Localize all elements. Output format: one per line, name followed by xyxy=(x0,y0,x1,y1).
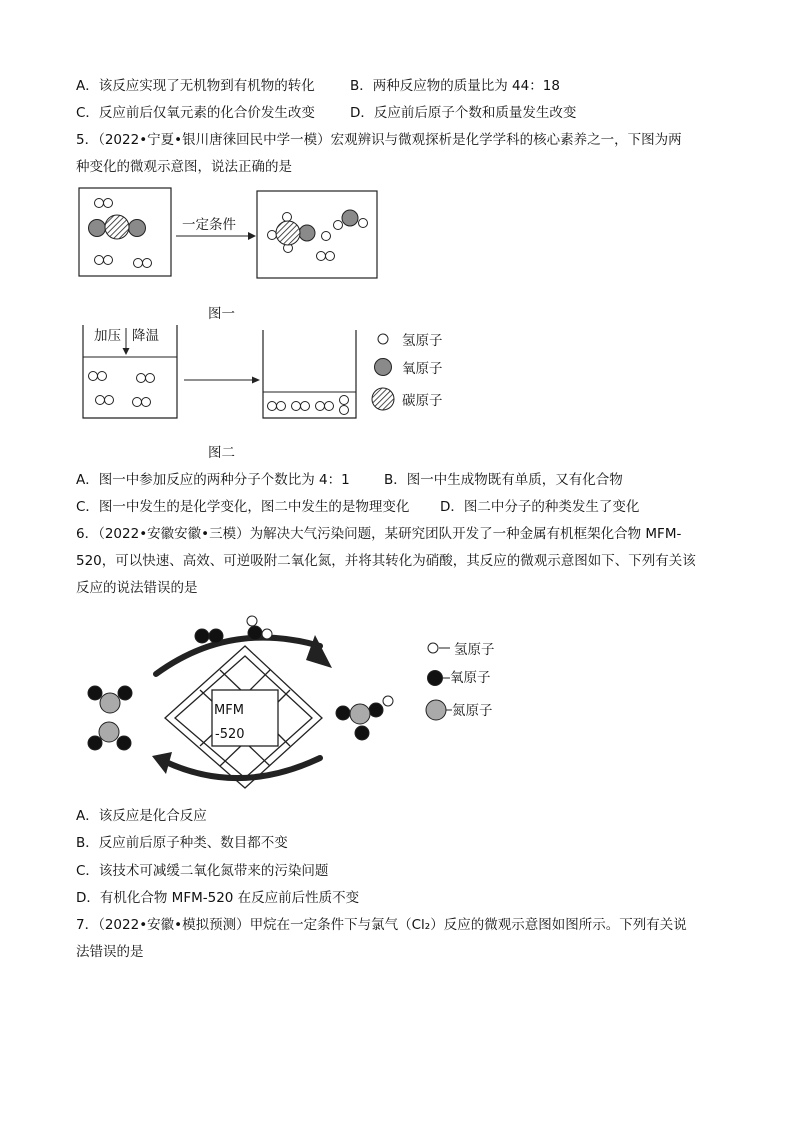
fig1-co2-molecule xyxy=(89,215,146,239)
bottom-curved-arrow xyxy=(166,758,320,778)
q6-stem-line-3: 反应的说法错误的是 xyxy=(76,580,198,596)
q6-legend xyxy=(426,642,495,720)
fig1-water-molecule xyxy=(334,210,368,230)
legend-hydrogen-label: 氢原子 xyxy=(402,333,443,349)
q6-stem-line-2: 520，可以快速、高效、可逆吸附二氧化氮，并将其转化为硝酸，其反应的微观示意图如下、下列有关该 xyxy=(76,553,696,569)
q5-option-b: B．图一中生成物既有单质，又有化合物 xyxy=(384,472,623,488)
q4-option-c: C．反应前后仅氧元素的化合价发生改变 xyxy=(76,105,315,121)
legend-nitrogen-icon xyxy=(426,700,446,720)
q5-legend xyxy=(372,333,443,410)
legend-carbon-label: 碳原子 xyxy=(402,393,443,409)
legend-nitrogen-label: 氮原子 xyxy=(452,703,493,719)
q5-figure-2-caption: 图二 xyxy=(208,445,235,461)
legend-hydrogen-label: 氢原子 xyxy=(454,642,495,658)
legend-carbon-icon xyxy=(372,388,394,410)
q5-figure-2 xyxy=(76,320,466,425)
fig1-h2-molecule xyxy=(95,256,152,268)
fig1-ch4o-molecule xyxy=(268,213,316,253)
framework-label-1: MFM xyxy=(214,703,244,718)
q5-stem-line-2: 种变化的微观示意图，说法正确的是 xyxy=(76,159,292,175)
q6-option-b: B．反应前后原子种类、数目都不变 xyxy=(76,835,288,851)
framework-label-2: -520 xyxy=(215,727,245,742)
legend-hydrogen-icon xyxy=(378,334,388,344)
legend-oxygen-label: 氧原子 xyxy=(402,361,443,377)
fig1-h2-molecule xyxy=(95,199,113,208)
o2-molecule xyxy=(195,629,223,643)
q6-figure xyxy=(80,608,530,793)
fig1-h2-molecule xyxy=(317,232,335,261)
legend-oxygen-icon xyxy=(428,671,443,686)
fig1-arrow-label: 一定条件 xyxy=(182,217,236,233)
legend-hydrogen-icon xyxy=(428,643,438,653)
q5-stem-line-1: 5．（2022•宁夏•银川唐徕回民中学一模）宏观辨识与微观探析是化学学科的核心素养之一，下图为两 xyxy=(76,132,682,148)
q5-option-a: A．图一中参加反应的两种分子个数比为 4：1 xyxy=(76,472,350,488)
water-molecule xyxy=(247,616,272,640)
fig2-liquid-molecules xyxy=(268,396,349,415)
top-curved-arrow xyxy=(156,638,320,674)
hno3-molecule xyxy=(336,696,393,740)
q6-option-c: C．该技术可减缓二氧化氮带来的污染问题 xyxy=(76,863,329,879)
fig2-pressure-label: 加压 xyxy=(94,328,121,344)
legend-oxygen-label: 氧原子 xyxy=(450,670,491,686)
q6-option-d: D．有机化合物 MFM-520 在反应前后性质不变 xyxy=(76,890,360,906)
q7-stem-line-1: 7．（2022•安徽•模拟预测）甲烷在一定条件下与氯气（Cl₂）反应的微观示意图如图所示。下列有关说 xyxy=(76,917,687,933)
q6-stem-line-1: 6．（2022•安徽安徽•三模）为解决大气污染问题，某研究团队开发了一种金属有机框架化合物 MFM- xyxy=(76,526,682,542)
q4-option-d: D．反应前后原子个数和质量发生改变 xyxy=(350,105,577,121)
q5-option-d: D．图二中分子的种类发生了变化 xyxy=(440,499,640,515)
q4-option-a: A．该反应实现了无机物到有机物的转化 xyxy=(76,78,315,94)
q5-figure-1-caption: 图一 xyxy=(208,306,235,322)
q5-option-c: C．图一中发生的是化学变化，图二中发生的是物理变化 xyxy=(76,499,410,515)
q7-stem-line-2: 法错误的是 xyxy=(76,944,144,960)
fig2-cool-label: 降温 xyxy=(132,328,159,344)
no2-molecule xyxy=(88,686,132,713)
q4-option-b: B．两种反应物的质量比为 44：18 xyxy=(350,78,560,94)
q6-option-a: A．该反应是化合反应 xyxy=(76,808,207,824)
fig2-gas-molecules xyxy=(89,372,155,407)
q5-figure-1 xyxy=(76,185,386,285)
legend-oxygen-icon xyxy=(375,359,392,376)
no2-molecule xyxy=(88,722,131,750)
